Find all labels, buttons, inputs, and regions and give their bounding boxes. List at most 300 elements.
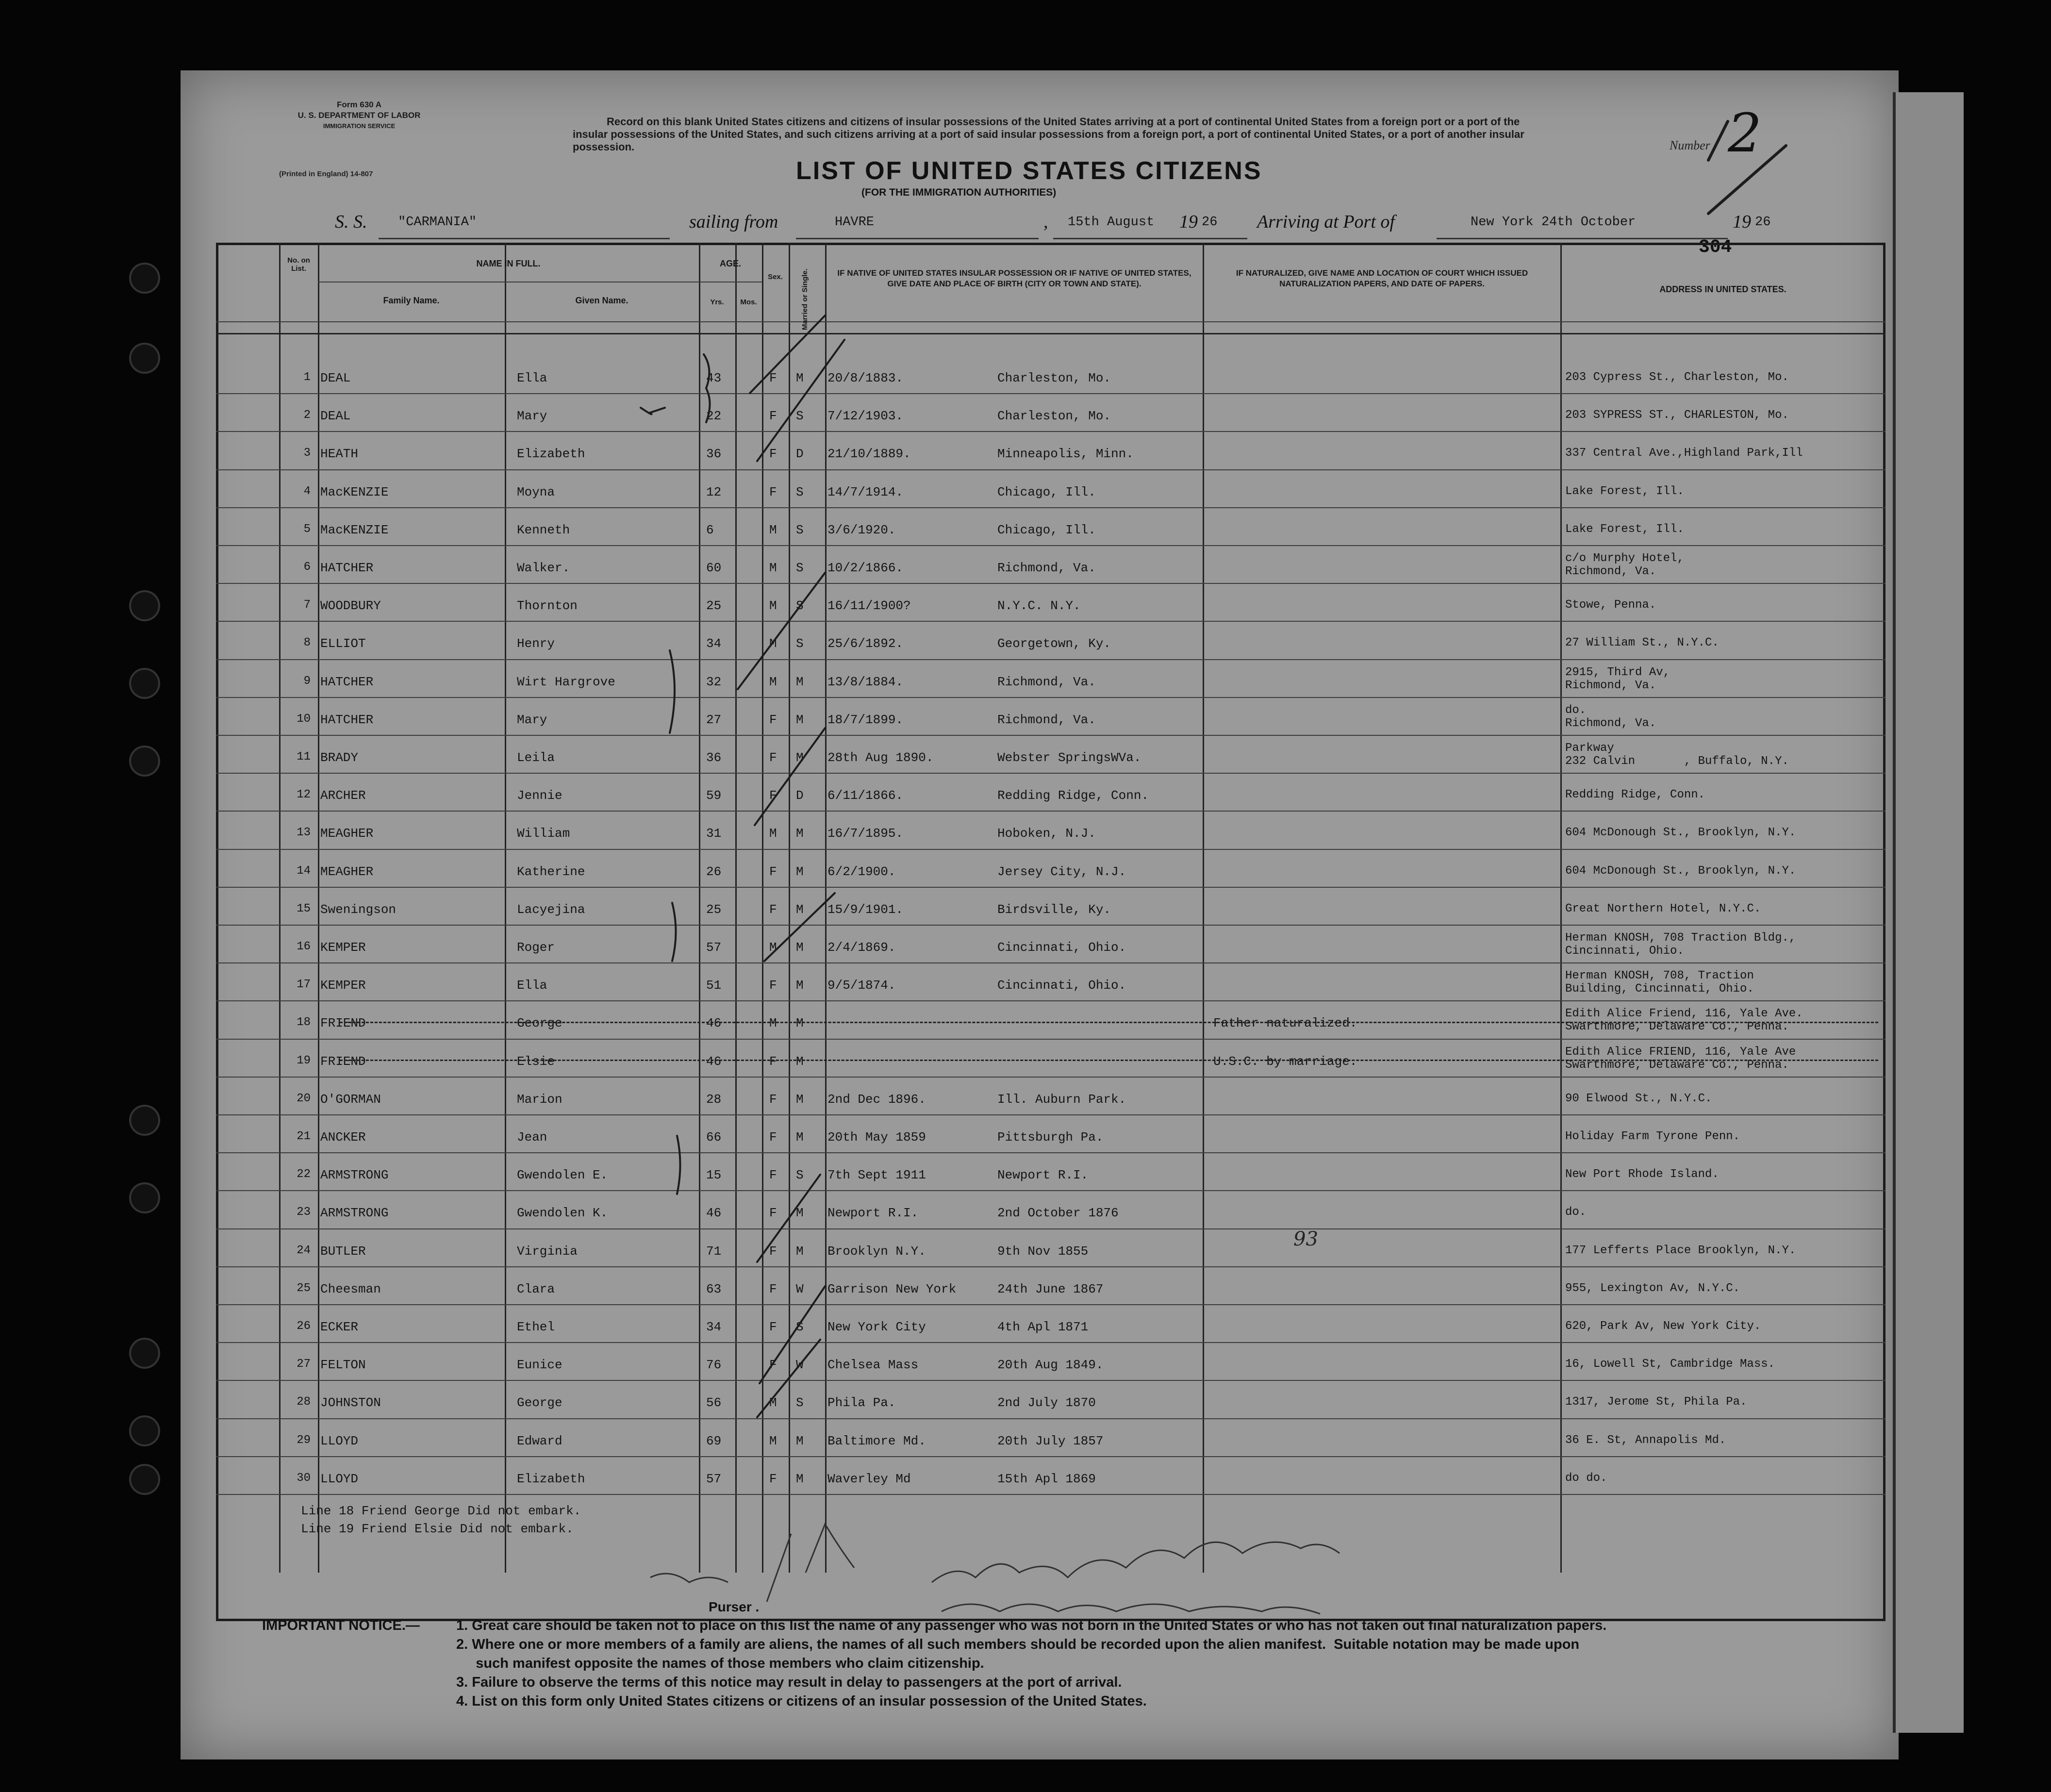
row-number: 20 [297,1092,311,1105]
arriving-label: Arriving at Port of [1257,212,1395,232]
given-name: Ella [517,978,547,993]
col-name: NAME IN FULL. [476,259,541,268]
arrival-date: New York 24th October [1471,215,1636,230]
underline [796,238,1039,239]
birth-date: Waverley Md [827,1471,911,1486]
birth-date: 21/10/1889. [827,447,911,462]
marital-status: M [796,1244,804,1259]
ship-name: "CARMANIA" [398,215,477,230]
birth-place: Charleston, Mo. [997,409,1111,424]
birth-place: Richmond, Va. [997,712,1096,727]
age-years: 6 [706,522,714,537]
table-row [0,888,2051,926]
address: do. [1565,1206,1587,1219]
family-name: WOODBURY [320,598,381,614]
marital-status: M [796,940,804,955]
marital-status: M [796,826,804,841]
marital-status: S [796,636,804,651]
family-name: MEAGHER [320,826,374,841]
row-number: 19 [297,1054,311,1067]
col-no: No. on List. [287,256,310,273]
age-years: 71 [706,1244,722,1259]
given-name: Jean [517,1130,547,1145]
row-number: 18 [297,1016,311,1029]
marital-status: M [796,750,804,765]
marital-status: S [796,1168,804,1183]
address: Edith Alice Friend, 116, Yale Ave. Swarthmore, Delaware Co., Penna. [1565,1007,1803,1034]
birth-date: 20/8/1883. [827,371,904,385]
given-name: Henry [517,636,555,651]
table-row [0,432,2051,470]
family-name: ARMSTRONG [320,1206,389,1221]
row-number: 3 [303,447,311,460]
row-number: 16 [297,940,311,953]
birth-date: 25/6/1892. [827,636,904,651]
number-value: 2 [1728,102,1762,164]
birth-place: Jersey City, N.J. [997,864,1126,879]
given-name: Wirt Hargrove [517,674,615,689]
table-row [0,1381,2051,1419]
birth-date: Chelsea Mass [827,1358,919,1373]
table-row [0,356,2051,394]
strike-line-18 [340,1022,1878,1023]
marital-status: S [796,1395,804,1410]
birth-place: Charleston, Mo. [997,371,1111,385]
age-years: 31 [706,826,722,841]
page-subtitle: (FOR THE IMMIGRATION AUTHORITIES) [861,187,1057,198]
table-row [0,470,2051,508]
family-name: LLOYD [320,1471,359,1486]
given-name: Roger [517,940,555,955]
birth-place: 4th Apl 1871 [997,1320,1089,1334]
sex: F [769,1130,777,1145]
row-number: 11 [297,750,311,763]
row-number: 29 [297,1433,311,1447]
age-years: 12 [706,484,722,499]
age-years: 57 [706,940,722,955]
table-row [0,1115,2051,1153]
birth-place: Birdsville, Ky. [997,902,1111,917]
row-number: 17 [297,978,311,992]
underline [379,238,670,239]
family-name: HEATH [320,447,359,462]
family-name: FRIEND [320,1054,366,1069]
strike-line-19 [340,1060,1878,1061]
birth-date: 7th Sept 1911 [827,1168,926,1183]
marital-status: S [796,409,804,424]
birth-place: 9th Nov 1855 [997,1244,1089,1259]
age-years: 57 [706,1471,722,1486]
given-name: Elsie [517,1054,555,1069]
port-from: HAVRE [835,215,875,230]
page-title: LIST OF UNITED STATES CITIZENS [796,157,1262,185]
marital-status: M [796,1016,804,1031]
birth-date: 15/9/1901. [827,902,904,917]
marital-status: M [796,978,804,993]
table-row [0,812,2051,849]
birth-place: N.Y.C. N.Y. [997,598,1081,614]
address: Parkway 232 Calvin , Buffalo, N.Y. [1565,742,1789,768]
notice-item: 1. Great care should be taken not to place on this list the name of any passenger who was not born in the United States or who has not taken out final naturalization papers. [456,1618,1607,1633]
address: 203 SYPRESS ST., CHARLESTON, Mo. [1565,409,1789,422]
birth-date: 14/7/1914. [827,484,904,499]
birth-place: 24th June 1867 [997,1281,1104,1296]
ss-label: S. S. [335,212,367,232]
sex: F [769,1358,777,1373]
form-number: Form 630 A [337,100,381,109]
birth-date: 16/7/1895. [827,826,904,841]
family-name: LLOYD [320,1433,359,1448]
family-name: HATCHER [320,561,374,575]
age-years: 26 [706,864,722,879]
address: 604 McDonough St., Brooklyn, N.Y. [1565,826,1796,840]
marital-status: W [796,1358,804,1373]
record-instructions: Record on this blank United States citizens and citizens of insular possessions of the United States arriving at a port of continental United States from a foreign port or a port of the insular possessions of the United States, and such citizens arriving at a port of said insular possessions from a foreign port, a port of continental United States, or a port of another insular possession. [573,116,1524,153]
printed-note: (Printed in England) 14-807 [279,170,373,178]
birth-date: Baltimore Md. [827,1433,926,1448]
given-name: Ethel [517,1320,555,1334]
sex: F [769,864,777,879]
sailed-date: 15th August [1068,215,1155,230]
marital-status: M [796,864,804,879]
department: U. S. DEPARTMENT OF LABOR [298,111,421,120]
marital-status: M [796,1433,804,1448]
given-name: Mary [517,409,547,424]
row-number: 15 [297,902,311,915]
age-years: 46 [706,1054,722,1069]
family-name: ANCKER [320,1130,366,1145]
year2-value: 26 [1755,215,1771,230]
purser-label: Purser . [709,1599,760,1614]
family-name: ELLIOT [320,636,366,651]
sex: F [769,1281,777,1296]
row-number: 23 [297,1206,311,1219]
note-line-18: Line 18 Friend George Did not embark. [301,1504,581,1518]
address: 604 McDonough St., Brooklyn, N.Y. [1565,864,1796,878]
given-name: George [517,1016,562,1031]
given-name: William [517,826,570,841]
sex: F [769,788,777,803]
table-row [0,926,2051,963]
address: 16, Lowell St, Cambridge Mass. [1565,1358,1775,1371]
sex: F [769,1244,777,1259]
notice-item: 4. List on this form only United States citizens or citizens of an insular possession of the United States. [456,1693,1147,1709]
marital-status: M [796,1206,804,1221]
given-name: Kenneth [517,522,570,537]
row-number: 2 [303,409,311,422]
birth-date: 6/2/1900. [827,864,896,879]
given-name: Marion [517,1092,562,1107]
address: 620, Park Av, New York City. [1565,1320,1761,1333]
address: 203 Cypress St., Charleston, Mo. [1565,371,1789,384]
given-name: Thornton [517,598,578,614]
age-years: 15 [706,1168,722,1183]
family-name: HATCHER [320,674,374,689]
birth-place: Redding Ridge, Conn. [997,788,1149,803]
service: IMMIGRATION SERVICE [323,122,396,130]
birth-date: 7/12/1903. [827,409,904,424]
address: Herman KNOSH, 708, Traction Building, Cincinnati, Ohio. [1565,969,1754,996]
table-row [0,1001,2051,1039]
age-years: 34 [706,636,722,651]
birth-date: 10/2/1866. [827,561,904,575]
table-row [0,1267,2051,1305]
family-name: KEMPER [320,940,366,955]
age-years: 46 [706,1206,722,1221]
birth-date: 16/11/1900? [827,598,911,614]
col-given: Given Name. [575,296,629,305]
address: c/o Murphy Hotel, Richmond, Va. [1565,552,1684,578]
table-row [0,1305,2051,1343]
address: 27 William St., N.Y.C. [1565,636,1719,650]
birth-date: 3/6/1920. [827,522,896,537]
family-name: JOHNSTON [320,1395,381,1410]
family-name: ARMSTRONG [320,1168,389,1183]
given-name: Virginia [517,1244,578,1259]
note-line-19: Line 19 Friend Elsie Did not embark. [301,1522,574,1536]
family-name: DEAL [320,409,351,424]
sex: F [769,484,777,499]
birth-date: Brooklyn N.Y. [827,1244,926,1259]
family-name: MacKENZIE [320,522,389,537]
birth-place: 20th July 1857 [997,1433,1104,1448]
sex: M [769,636,777,651]
table-row [0,698,2051,736]
underline [1437,238,1728,239]
row-number: 27 [297,1358,311,1371]
number-label: Number [1670,138,1710,152]
address: Redding Ridge, Conn. [1565,788,1705,802]
age-years: 60 [706,561,722,575]
col-married: Married or Single. [801,268,809,330]
row-number: 14 [297,864,311,878]
address: 177 Lefferts Place Brooklyn, N.Y. [1565,1244,1796,1257]
age-years: 22 [706,409,722,424]
table-row [0,1457,2051,1495]
sex: M [769,1433,777,1448]
birth-place: 2nd July 1870 [997,1395,1096,1410]
sex: M [769,598,777,614]
table-row [0,584,2051,622]
row-number: 8 [303,636,311,650]
sex: F [769,1471,777,1486]
birth-date: 18/7/1899. [827,712,904,727]
sex: F [769,1092,777,1107]
given-name: Eunice [517,1358,562,1373]
header-rule [216,333,1886,334]
given-name: Katherine [517,864,585,879]
sex: F [769,750,777,765]
row-number: 30 [297,1471,311,1485]
col-sex: Sex. [768,273,783,281]
family-name: FELTON [320,1358,366,1373]
sex: F [769,409,777,424]
sailing-label: sailing from [689,212,778,232]
given-name: Jennie [517,788,562,803]
birth-place: Newport R.I. [997,1168,1089,1183]
notice-item: 3. Failure to observe the terms of this notice may result in delay to passengers at the port of arrival. [456,1675,1122,1690]
birth-place: Richmond, Va. [997,674,1096,689]
age-years: 28 [706,1092,722,1107]
marital-status: M [796,371,804,385]
given-name: Leila [517,750,555,765]
birth-place: Cincinnati, Ohio. [997,978,1126,993]
given-name: Clara [517,1281,555,1296]
birth-date: 20th May 1859 [827,1130,926,1145]
sex: M [769,522,777,537]
address: 36 E. St, Annapolis Md. [1565,1433,1726,1447]
row-number: 13 [297,826,311,840]
sex: F [769,1320,777,1334]
given-name: Elizabeth [517,1471,585,1486]
given-name: George [517,1395,562,1410]
age-years: 36 [706,447,722,462]
birth-place: 20th Aug 1849. [997,1358,1104,1373]
row-number: 25 [297,1281,311,1295]
table-row [0,622,2051,660]
marital-status: S [796,1320,804,1334]
margin-number: 93 [1293,1228,1318,1250]
birth-date: 28th Aug 1890. [827,750,934,765]
marital-status: M [796,1130,804,1145]
sex: M [769,826,777,841]
table-row [0,1229,2051,1267]
naturalization: Father naturalized. [1213,1016,1357,1031]
marital-status: S [796,561,804,575]
table-row [0,1191,2051,1229]
marital-status: S [796,522,804,537]
given-name: Elizabeth [517,447,585,462]
family-name: HATCHER [320,712,374,727]
row-number: 9 [303,674,311,688]
notice-title: IMPORTANT NOTICE.— [262,1618,420,1633]
given-name: Moyna [517,484,555,499]
table-row [0,1419,2051,1457]
col-age: AGE. [719,259,741,268]
sex: F [769,902,777,917]
address: Herman KNOSH, 708 Traction Bldg., Cincinnati, Ohio. [1565,931,1796,958]
sex: F [769,978,777,993]
address: 337 Central Ave.,Highland Park,Ill [1565,447,1803,460]
row-number: 28 [297,1395,311,1409]
row-number: 5 [303,522,311,536]
row-number: 1 [303,371,311,384]
col-family: Family Name. [383,296,440,305]
table-row [0,736,2051,774]
family-name: MEAGHER [320,864,374,879]
address: New Port Rhode Island. [1565,1168,1719,1181]
notice-item: 2. Where one or more members of a family are aliens, the names of all such members should be recorded upon the alien manifest. Suitable notation may be made upon such manifest opposite the names of those members who claim citizenship. [456,1637,1580,1671]
row-number: 21 [297,1130,311,1143]
header-rule [216,321,1886,322]
table-row [0,394,2051,432]
family-name: ECKER [320,1320,359,1334]
address: 2915, Third Av, Richmond, Va. [1565,665,1671,692]
given-name: Walker. [517,561,570,575]
sex: F [769,712,777,727]
birth-place: Richmond, Va. [997,561,1096,575]
family-name: FRIEND [320,1016,366,1031]
year-value: 26 [1202,215,1218,230]
address: 955, Lexington Av, N.Y.C. [1565,1281,1740,1295]
birth-place: 15th Apl 1869 [997,1471,1096,1486]
age-years: 25 [706,598,722,614]
table-row [0,1343,2051,1381]
sex: F [769,1168,777,1183]
given-name: Ella [517,371,547,385]
age-years: 46 [706,1016,722,1031]
age-years: 51 [706,978,722,993]
sex: F [769,1206,777,1221]
table-row [0,1153,2051,1191]
marital-status: S [796,598,804,614]
table-row [0,508,2051,546]
sex: M [769,674,777,689]
marital-status: M [796,1471,804,1486]
address: Lake Forest, Ill. [1565,484,1684,498]
row-number: 22 [297,1168,311,1181]
handwritten-number: 304 [1699,237,1732,258]
address: Great Northern Hotel, N.Y.C. [1565,902,1761,915]
row-number: 10 [297,712,311,726]
family-name: BRADY [320,750,359,765]
birth-place: Pittsburgh Pa. [997,1130,1104,1145]
birth-place: Hoboken, N.J. [997,826,1096,841]
birth-place: Ill. Auburn Park. [997,1092,1126,1107]
col-yrs: Yrs. [710,298,724,306]
birth-date: New York City [827,1320,926,1334]
age-years: 56 [706,1395,722,1410]
row-number: 12 [297,788,311,802]
age-years: 66 [706,1130,722,1145]
birth-place: Minneapolis, Minn. [997,447,1134,462]
address: Holiday Farm Tyrone Penn. [1565,1130,1740,1143]
birth-date: 9/5/1874. [827,978,896,993]
given-name: Lacyejina [517,902,585,917]
birth-place: Chicago, Ill. [997,522,1096,537]
birth-date: 2/4/1869. [827,940,896,955]
sex: F [769,371,777,385]
family-name: Cheesman [320,1281,381,1296]
marital-status: D [796,447,804,462]
marital-status: M [796,902,804,917]
address: do do. [1565,1471,1607,1485]
marital-status: W [796,1281,804,1296]
table-row [0,660,2051,698]
marital-status: M [796,674,804,689]
birth-date: 6/11/1866. [827,788,904,803]
given-name: Edward [517,1433,562,1448]
address: do. Richmond, Va. [1565,703,1656,730]
age-years: 27 [706,712,722,727]
age-years: 36 [706,750,722,765]
underline [1053,238,1247,239]
address: 1317, Jerome St, Phila Pa. [1565,1395,1747,1409]
punch-hole [131,265,158,292]
birth-date: 13/8/1884. [827,674,904,689]
year2-label: 19 [1733,212,1751,232]
given-name: Gwendolen K. [517,1206,608,1221]
given-name: Mary [517,712,547,727]
sex: M [769,1016,777,1031]
marital-status: M [796,1092,804,1107]
age-years: 32 [706,674,722,689]
table-row [0,1040,2051,1078]
col-birth: IF NATIVE OF UNITED STATES INSULAR POSSESSION OR IF NATIVE OF UNITED STATES, GIVE DATE AND PLACE OF BIRTH (CITY OR TOWN AND STATE). [837,268,1191,288]
address: Stowe, Penna. [1565,598,1656,612]
family-name: KEMPER [320,978,366,993]
marital-status: D [796,788,804,803]
